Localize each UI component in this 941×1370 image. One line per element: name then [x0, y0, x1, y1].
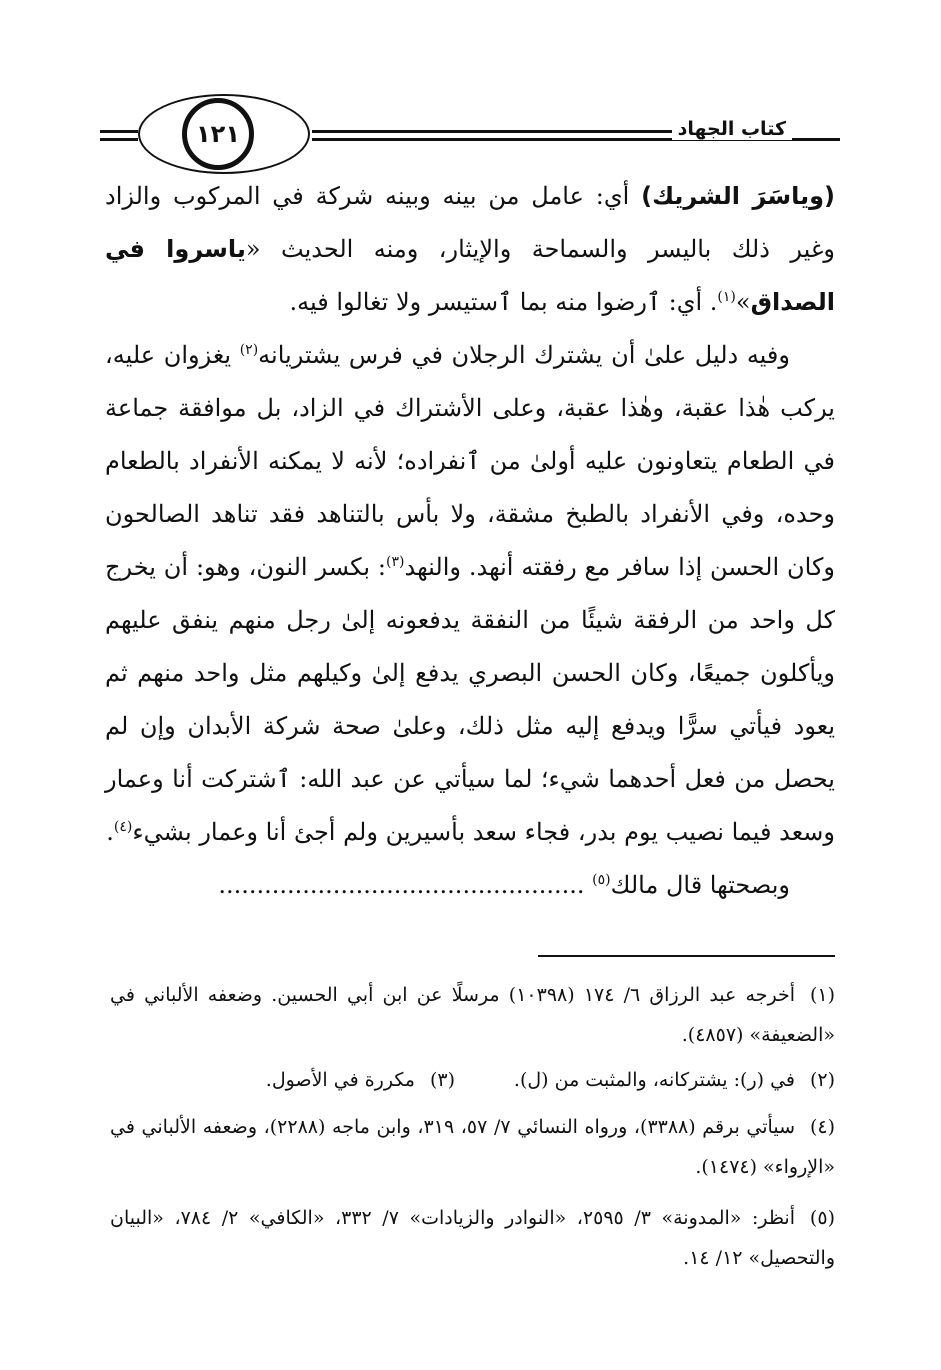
hadith-quote: ياسروا في الصداق	[105, 235, 835, 316]
footnote-text: أخرجه عبد الرزاق ٦/ ١٧٤ (١٠٣٩٨) مرسلًا عن ابن أبي الحسين. وضعفه الألباني في «الضعيفة» (٤٨٥٧).	[110, 984, 835, 1046]
p1-text-b: »	[735, 288, 751, 316]
lemma: (وياسَرَ الشريك)	[641, 182, 835, 210]
footnote-text: مكررة في الأصول.	[265, 1069, 415, 1091]
p1-text-c: . أي: ٱرضوا منه بما ٱستيسر ولا تغالوا فيه.	[289, 288, 718, 316]
p3-text: وبصحتها قال مالك	[610, 871, 790, 899]
footnote-number: (١)	[809, 984, 835, 1006]
p2-text-c: : بكسر النون، وهو: أن يخرج كل واحد من الرفقة شيئًا من النفقة يدفعونه إلىٰ رجل منهم ينفق عليهم ويأكلون جميعًا، وكان الحسن البصري يدفع إلىٰ وكيلهم مثل واحد منهم ثم يعود فيأتي سرًّا ويدفع إليه مثل ذلك، وعلىٰ صحة شركة الأبدان وإن لم يحصل من فعل أحدهما شيء؛ لما سيأتي عن عبد الله: ٱشتركت أنا وعمار وسعد فيما نصيب يوم بدر، فجاء سعد بأسيرين ولم أجئ أنا وعمار بشيء	[105, 553, 835, 846]
main-text	[105, 170, 835, 912]
footnote-ref-4[interactable]: (٤)	[113, 819, 133, 835]
footnote-row-2-3	[110, 1060, 835, 1100]
footnote-5	[110, 1198, 835, 1278]
paragraph-2	[105, 329, 835, 859]
header-rule-left-bottom	[100, 138, 138, 141]
footnote-number: (٢)	[809, 1069, 835, 1091]
footnote-2	[455, 1060, 835, 1100]
continuation-dots: ................................................	[218, 871, 593, 899]
footnote-ref-1[interactable]: (١)	[717, 289, 736, 305]
footnote-4	[110, 1107, 835, 1187]
footnote-ref-2[interactable]: (٢)	[239, 342, 259, 358]
footnote-3	[266, 1060, 455, 1100]
page-header	[100, 94, 840, 174]
footnote-text: في (ر): يشتركانه، والمثبت من (ل).	[513, 1069, 795, 1091]
p1-text-a: أي: عامل من بينه وبينه شركة في المركوب والزاد وغير ذلك باليسر والسماحة والإيثار، ومنه الحديث «	[105, 182, 835, 263]
p2-text-b: يغزوان عليه، يركب هٰذا عقبة، وهٰذا عقبة، وعلى الأشتراك في الزاد، بل موافقة جماعة في الطعام يتعاونون عليه أولىٰ من ٱنفراده؛ لأنه لا يمكنه الأنفراد بالطعام وحده، وفي الأنفراد بالطبخ مشقة، ولا بأس بالتناهد فقد تناهد الصالحون وكان الحسن إذا سافر مع رفقته أنهد. والنهد	[105, 341, 836, 581]
footnote-separator	[538, 955, 835, 957]
footnote-number: (٥)	[809, 1207, 835, 1229]
footnote-number: (٤)	[809, 1116, 835, 1138]
footnote-1	[110, 975, 835, 1055]
running-title: كتاب الجهاد	[672, 118, 792, 140]
header-rule-left-top	[100, 130, 138, 133]
page-number: ١٢١	[182, 98, 254, 170]
footnote-text: سيأتي برقم (٣٣٨٨)، ورواه النسائي ٧/ ٥٧، ٣١٩، وابن ماجه (٢٢٨٨)، وضعفه الألباني في «الإرواء» (١٤٧٤).	[110, 1116, 835, 1178]
p2-text-a: وفيه دليل علىٰ أن يشترك الرجلان في فرس يشتريانه	[258, 341, 790, 369]
page-number-medallion	[138, 94, 310, 174]
p2-text-d: .	[106, 818, 114, 846]
footnote-number: (٣)	[429, 1069, 455, 1091]
paragraph-3	[105, 859, 835, 912]
paragraph-1	[105, 170, 835, 329]
footnote-ref-3[interactable]: (٣)	[386, 554, 405, 570]
footnote-ref-5[interactable]: (٥)	[592, 872, 611, 888]
footnote-text: أنظر: «المدونة» ٣/ ٢٥٩٥، «النوادر والزيادات» ٧/ ٣٣٢، «الكافي» ٢/ ٧٨٤، «البيان والتحصيل» ١٢/ ١٤.	[110, 1207, 835, 1269]
